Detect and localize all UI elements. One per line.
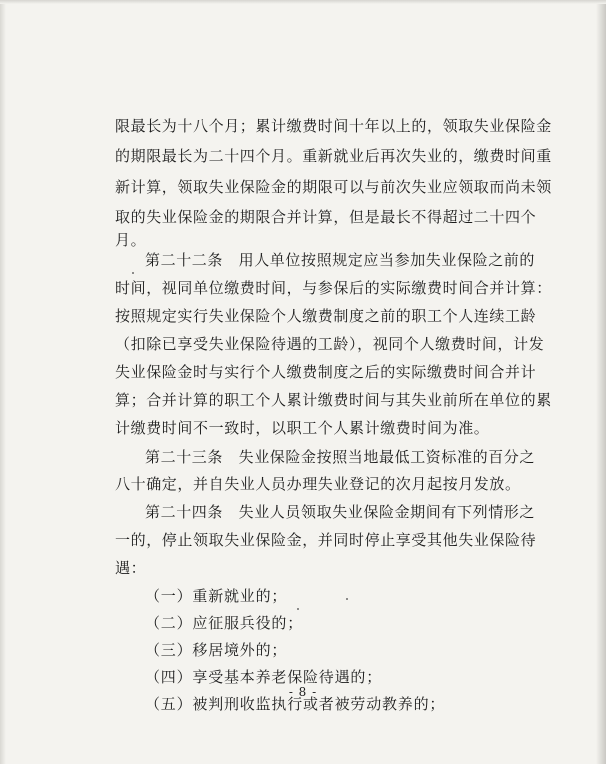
text-line: 时间，视同单位缴费时间，与参保后的实际缴费时间合并计算： xyxy=(115,279,552,297)
scan-speck xyxy=(297,608,299,610)
text-line: 按照规定实行失业保险个人缴费制度之前的职工个人连续工龄 xyxy=(115,307,537,325)
article-24-heading-line: 第二十四条 失业人员领取失业保险金期间有下列情形之 xyxy=(145,503,536,521)
list-item: （四）享受基本养老保险待遇的； xyxy=(145,668,383,686)
article-22-heading-line: 第二十二条 用人单位按照规定应当参加失业保险之前的 xyxy=(145,251,536,269)
text-line: 月。 xyxy=(115,231,147,249)
scan-speck xyxy=(346,598,348,600)
text-line: 限最长为十八个月；累计缴费时间十年以上的，领取失业保险金 xyxy=(115,117,552,135)
list-item: （三）移居境外的； xyxy=(145,641,288,659)
text-line: 计缴费时间不一致时，以职工个人累计缴费时间为准。 xyxy=(115,419,490,437)
text-line: 失业保险金时与实行个人缴费制度之后的实际缴费时间合并计 xyxy=(115,363,537,381)
text-line: 一的，停止领取失业保险金，并同时停止享受其他失业保险待 xyxy=(115,531,537,549)
list-item: （二）应征服兵役的； xyxy=(145,614,304,632)
text-line: 遇： xyxy=(115,559,147,577)
text-line: 新计算，领取失业保险金的期限可以与前次失业应领取而尚未领 xyxy=(115,178,552,196)
text-line: （扣除已享受失业保险待遇的工龄），视同个人缴费时间，计发 xyxy=(115,335,545,353)
text-line: 八十确定，并自失业人员办理失业登记的次月起按月发放。 xyxy=(115,475,521,493)
list-item: （五）被判刑收监执行或者被劳动教养的； xyxy=(145,695,446,713)
list-item: （一）重新就业的； xyxy=(145,587,288,605)
article-23-heading-line: 第二十三条 失业保险金按照当地最低工资标准的百分之 xyxy=(145,448,536,466)
scan-speck xyxy=(132,272,134,274)
text-line: 取的失业保险金的期限合并计算，但是最长不得超过二十四个 xyxy=(115,208,537,226)
page-number: - 8 - xyxy=(288,685,318,699)
text-line: 的期限最长为二十四个月。重新就业后再次失业的，缴费时间重 xyxy=(115,147,552,165)
text-line: 算；合并计算的职工个人累计缴费时间与其失业前所在单位的累 xyxy=(115,391,552,409)
